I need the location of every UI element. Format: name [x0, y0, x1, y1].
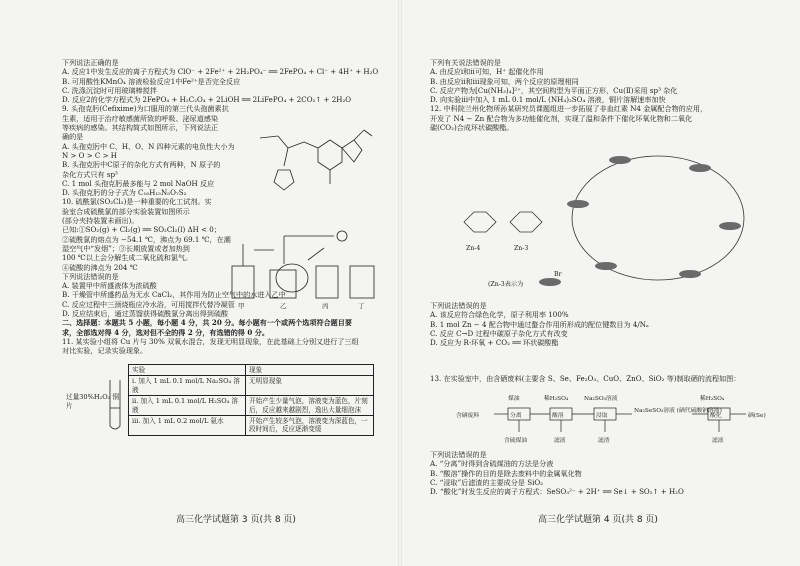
text-line: C. 反应 C→D 过程中碳原子杂化方式有改变 [430, 328, 568, 338]
text-line: 碳(CO₂)合成环状碳酸酯。 [430, 123, 514, 133]
page-footer: 高三化学试题第 4 页(共 8 页) [538, 515, 658, 525]
q11-line: 对比实验，记录实验现象。 [62, 346, 148, 356]
flow-box-leach: 浸取 [596, 413, 608, 419]
fig-label-ding: 丁 [358, 302, 365, 310]
right-text-mid [430, 301, 649, 347]
text-line: (部分夹持装置未画出)。 [62, 216, 139, 226]
flow-box-acidify: 酸化 [710, 413, 722, 419]
fig-label-bing: 丙 [322, 302, 329, 310]
text-line: 验室合成硫酰氯的部分实验装置如图所示 [62, 206, 190, 216]
text-line: 下列说法正确的是 [62, 58, 119, 67]
table-cell: 开始产生较多气泡，溶液变为深蓝色，一段时间后，反应逐渐变缓 [246, 416, 374, 436]
right-text-top [430, 58, 780, 132]
flow-bottom-label: 滤液 [712, 438, 724, 444]
flow-top-label: 煤油 [508, 396, 520, 402]
text-line: 下列说法错误的是 [430, 450, 487, 459]
text-line: 等疾病的感染。其结构简式如图所示，下列说法正 [62, 123, 219, 133]
catalytic-cycle-diagram [428, 138, 768, 298]
text-line: ④硫酸的沸点为 204 ℃ [62, 262, 138, 272]
text-line: B. 头孢克肟中C原子的杂化方式有两种，N 原子的 [62, 160, 221, 170]
table-row [129, 396, 374, 416]
apparatus-figure [224, 230, 384, 310]
text-line: 生素，适用于治疗敏感菌所致的呼吸、泌尿道感染 [62, 113, 219, 123]
text-line: 12. 中科院兰州化物所孙某研究员课题组进一步拓展了非血红素 N4 金属配合物的应用， [430, 104, 708, 114]
table-header-row [129, 365, 374, 376]
section-title: 二、选择题：本题共 5 小题，每小题 4 分，共 20 分。每小题有一个或两个选项符合题目要 [62, 318, 352, 328]
flow-box-separate: 分离 [510, 413, 522, 419]
q11-line: 11. 某实验小组将 Cu 片与 30% 双氧水混合，发现无明显现象，在此基础上分别又进行了三组 [62, 336, 359, 346]
table-cell: ⅲ. 加入 1 mL 0.2 mol/L 氨水 [129, 416, 246, 436]
text-line: A. 装置甲中所盛液体为浓硫酸 [62, 281, 157, 291]
text-line: 100 ℃以上会分解生成二氧化硫和氯气。 [62, 253, 193, 263]
text-line: 开发了 N4 − Zn 配合物为多功能催化剂，实现了温和条件下催化环氧化物和二氧化 [430, 113, 693, 123]
page-4 [400, 0, 800, 566]
table-row [129, 376, 374, 396]
text-line: 下列有关说法错误的是 [430, 58, 501, 67]
text-line: N > O > C > H [62, 150, 117, 160]
table-header-cell: 现象 [246, 365, 374, 376]
text-line: C. 反应产物为[Cu(NH₃)₄]²⁺，其空间构型为平面正方形，Cu(Ⅱ)采用 sp³ 杂化 [430, 85, 678, 95]
text-line: 杂化方式只有 sp³ [62, 169, 118, 179]
flowchart-figure [456, 392, 786, 448]
section-title-cont: 求，全部选对得 4 分，选对但不全的得 2 分，有选错的得 0 分。 [62, 327, 269, 337]
cefixime-structure-figure [248, 118, 378, 208]
text-line: 下列说法错误的是 [62, 271, 119, 281]
text-line: B. 由反应ⅱ和ⅲ现象可知，两个反应的原理相同 [430, 76, 579, 86]
table-cell: ⅰ. 加入 1 mL 0.1 mol/L Na₂SO₄ 溶液 [129, 376, 246, 396]
text-line: B. 可用酸性KMnO₄ 溶液检验反应1中Fe²⁺是否完全反应 [62, 76, 241, 86]
text-line: B. 1 mol Zn − 4 配合物中通过螯合作用所形成的配位键数目为 4/Nₐ [430, 319, 649, 329]
text-line: A. 该反应符合绿色化学，原子利用率 100% [430, 310, 569, 320]
flow-top-label: Na₂SO₃溶液 [584, 396, 618, 402]
text-line: 已知:①SO₂(g) + Cl₂(g) ══ SO₂Cl₂(l) ΔH < 0； [62, 225, 221, 235]
beaker-label: 过量30%H₂O₂ 铜片 [66, 393, 119, 410]
flow-bottom-label: 滤液 [554, 438, 566, 444]
flow-top-label: 稀H₂SO₄ [544, 396, 569, 402]
label-zn4: Zn-4 [466, 245, 481, 252]
table-cell: 无明显现象 [246, 376, 374, 396]
page-footer: 高三化学试题第 3 页(共 8 页) [176, 515, 296, 525]
table-header-cell: 实验 [129, 365, 246, 376]
table-row [129, 416, 374, 436]
label-zn3-notation: (Zn-3表示为 [488, 281, 524, 288]
text-line: A. 头孢克肟中 C、H、O、N 四种元素的电负性大小为 [62, 141, 235, 151]
table-cell: 开始产生少量气泡，溶液变为蓝色，片刻后，反应越来越剧烈，逸出大量细泡沫 [246, 396, 374, 416]
text-line: 9. 头孢克肟(Cefixime)为口服用的第三代头孢菌素抗 [62, 104, 229, 114]
text-line: C. 洗涤沉淀时可用玻璃棒搅拌 [62, 85, 157, 95]
flow-box-solution: Na₂SeSO₃溶液 (硒代硫酸钠溶液) [634, 408, 722, 414]
text-line: C. 反应过程中三颈烧瓶应冷水浴，可用搅拌代替冷凝管 [62, 299, 235, 309]
right-text-bottom [430, 450, 684, 496]
flow-bottom-label: 含硫煤油 [504, 438, 528, 444]
text-line: D. 头孢克肟的分子式为 C₁₆H₁₅N₅O₇S₂ [62, 188, 187, 198]
text-line: D. 反应2的化学方程式为 2FePO₄ + H₂C₂O₄ + 2LiOH ══ 2LiFePO₄ + 2CO₂↑ + 2H₂O [62, 95, 352, 105]
text-line: 下列说法错误的是 [430, 301, 487, 310]
text-line: B. “酸溶”操作的目的是除去废料中的金属氧化物 [430, 468, 582, 478]
flow-box-selenium: 硒(Se) [748, 413, 766, 419]
experiment-table [128, 364, 374, 436]
q13-line: 13. 在实验室中，由含硒废料(主要含 S、Se、Fe₂O₃、CuO、ZnO、SiO₂ 等)制取硒的流程如图： [430, 374, 741, 383]
flow-top-label: 稀H₂SO₄ [700, 396, 725, 402]
text-line: A. 反应1中发生反应的离子方程式为 ClO⁻ + 2Fe²⁺ + 2H₂PO₄⁻ ══ 2FePO₄ + Cl⁻ + 4H⁺ + H₂O [62, 67, 379, 77]
text-line: 湿空气中“发烟”；③长期放置或者加热到 [62, 243, 190, 253]
label-br: Br [554, 271, 562, 278]
text-line: D. 反应结束后，通过蒸馏获得硫酰氯分离出得到硫酸 [62, 309, 229, 319]
fig-label-yi: 乙 [280, 302, 287, 310]
text-line: D. “酸化”时发生反应的离子方程式：SeSO₃²⁻ + 2H⁺ ══ Se↓ + SO₂↑ + H₂O [430, 487, 684, 497]
label-zn3: Zn-3 [514, 245, 529, 252]
text-line: C. 1 mol 头孢克肟最多能与 2 mol NaOH 反应 [62, 178, 215, 188]
flow-box-waste: 含硒废料 [456, 413, 480, 419]
fig-label-jia: 甲 [238, 302, 245, 310]
text-line: D. 反应为 R-环氧 + CO₂ ══ 环状碳酸酯 [430, 338, 559, 348]
text-line: 确的是 [62, 132, 84, 142]
text-line: D. 向实验ⅲ中加入 1 mL 0.1 mol/L (NH₄)₂SO₄ 溶液，铜片溶解速率加快 [430, 95, 666, 105]
text-line: 10. 硫酰氯(SO₂Cl₂)是一种重要的化工试剂。实 [62, 197, 212, 207]
text-line: C. “浸取”后滤渣的主要成分是 SiO₂ [430, 477, 544, 487]
flow-bottom-label: 滤渣 [598, 438, 610, 444]
flow-box-acid-dissolve: 酸溶 [552, 413, 564, 419]
text-line: A. 由反应ⅰ和ⅱ可知，H⁺ 起催化作用 [430, 67, 544, 77]
q13-stem [430, 374, 790, 383]
test-tube-figure [104, 378, 126, 434]
text-line: A. “分离”时得到含硫煤油的方法是分液 [430, 459, 554, 469]
table-cell: ⅱ. 加入 1 mL 0.1 mol/L H₂SO₄ 溶液 [129, 396, 246, 416]
text-line: B. 干燥管中所盛药品为无水 CaCl₂，其作用为防止空气中的水进入乙中 [62, 290, 286, 300]
text-line: ②硫酰氯的熔点为 −54.1 ℃，沸点为 69.1 ℃，在潮 [62, 234, 231, 244]
